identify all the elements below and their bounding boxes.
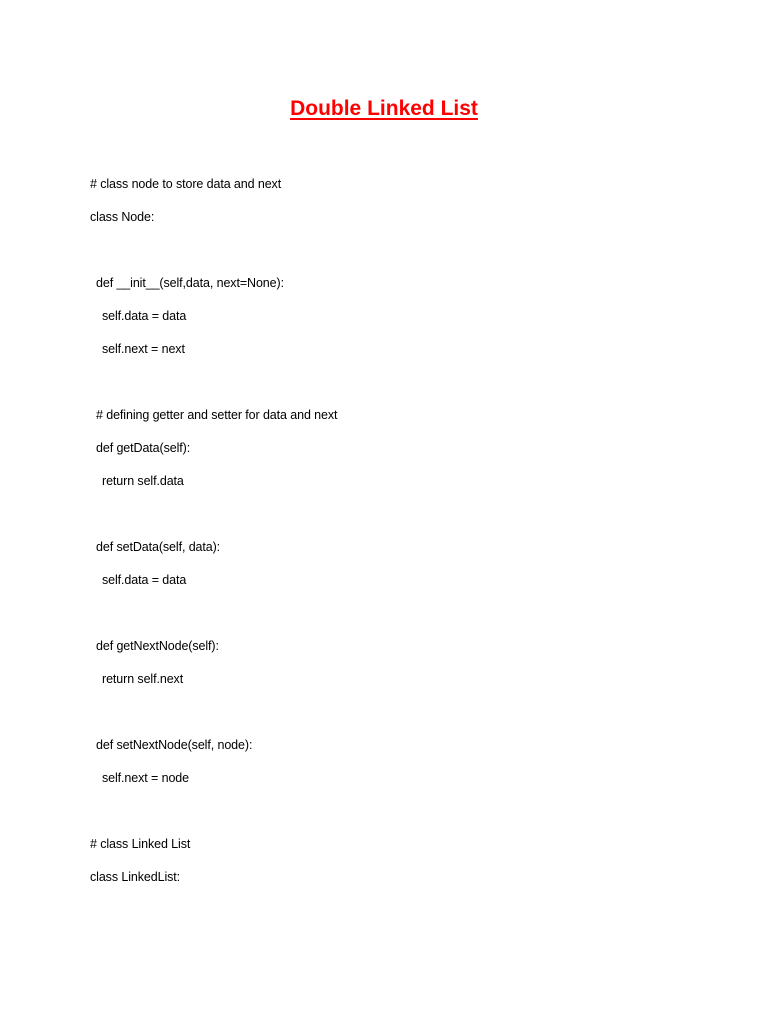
code-line: return self.data: [102, 474, 184, 488]
code-line: # class Linked List: [90, 837, 191, 851]
code-line: def __init__(self,data, next=None):: [96, 276, 284, 290]
code-line: self.next = next: [102, 342, 185, 356]
code-line: def setData(self, data):: [96, 540, 221, 554]
document-title: Double Linked List: [290, 97, 478, 120]
code-line: def getNextNode(self):: [96, 639, 219, 653]
code-line: self.next = node: [102, 771, 190, 785]
blank-line: [90, 800, 710, 833]
code-line: # class node to store data and next: [90, 177, 282, 191]
code-line: def getData(self):: [96, 441, 191, 455]
blank-line: [90, 371, 710, 404]
blank-line: [90, 701, 710, 734]
code-line: self.data = data: [102, 573, 187, 587]
blank-line: [90, 503, 710, 536]
code-line: self.data = data: [102, 309, 187, 323]
code-line: return self.next: [102, 672, 184, 686]
code-line: # defining getter and setter for data and next: [96, 408, 338, 422]
code-line: def setNextNode(self, node):: [96, 738, 253, 752]
code-listing: [90, 173, 710, 899]
blank-line: [90, 239, 710, 272]
blank-line: [90, 602, 710, 635]
code-line: class Node:: [90, 210, 155, 224]
code-line: class LinkedList:: [90, 870, 181, 884]
